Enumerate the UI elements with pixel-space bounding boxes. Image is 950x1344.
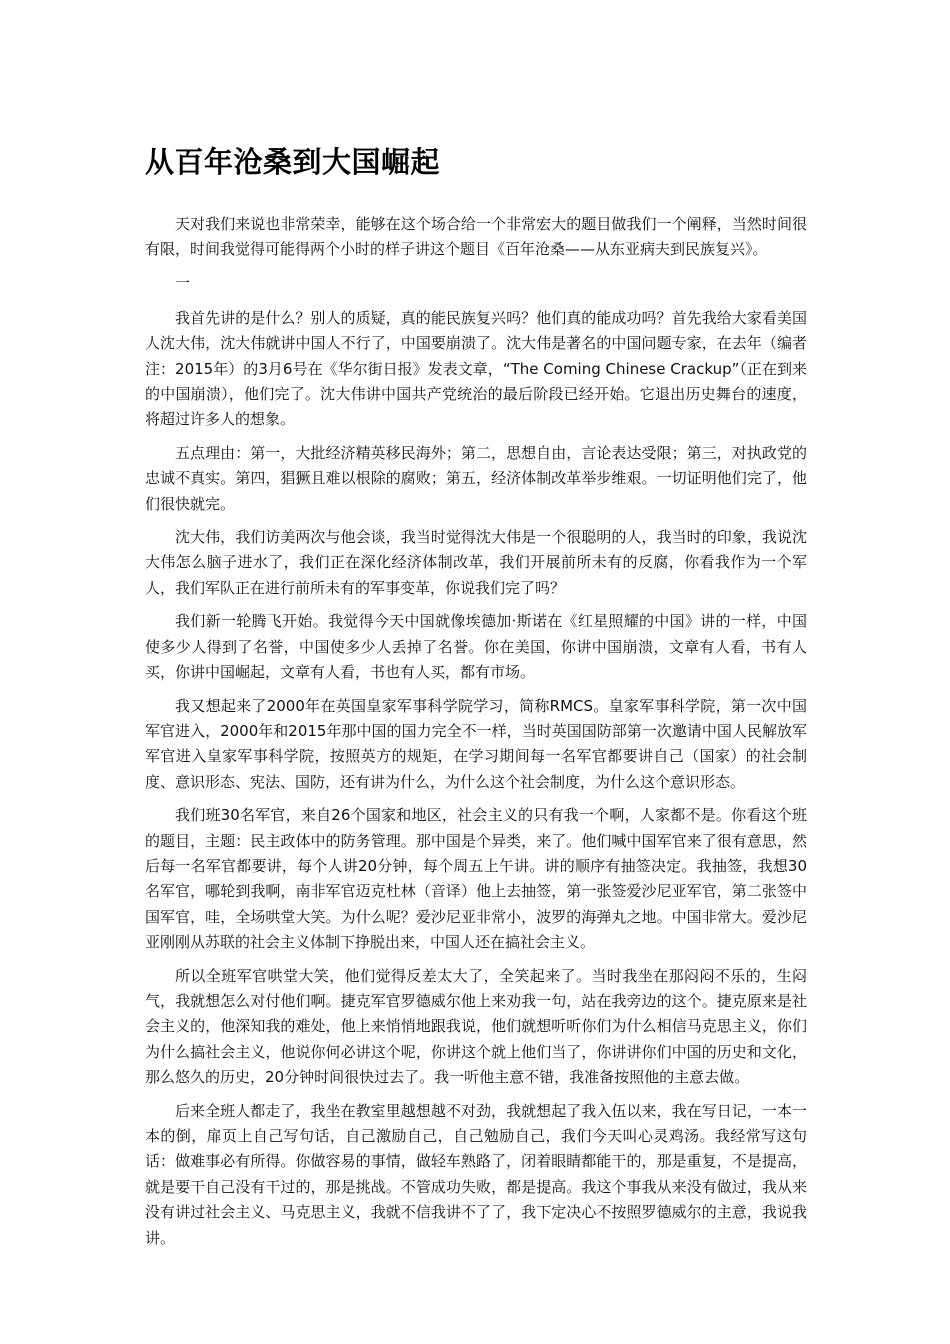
document-body bbox=[145, 212, 807, 1251]
paragraph: 沈大伟，我们访美两次与他会谈，我当时觉得沈大伟是一个很聪明的人，我当时的印象，我说沈大伟怎么脑子进水了，我们正在深化经济体制改革，我们开展前所未有的反腐，你看我作为一个军人，我们军队正在进行前所未有的军事变革，你说我们完了吗？ bbox=[145, 528, 807, 597]
paragraph: 后来全班人都走了，我坐在教室里越想越不对劲，我就想起了我入伍以来，我在写日记，一本一本的倒，扉页上自己写句话，自己激励自己，自己勉励自己，我们今天叫心灵鸡汤。我经常写这句话：做难事必有所得。你做容易的事情，做轻车熟路了，闭着眼睛都能干的，那是重复，不是提高，就是要干自己没有干过的，那是挑战。不管成功失败，都是提高。我这个事我从来没有做过，我从来没有讲过社会主义、马克思主义，我就不信我讲不了了，我下定决心不按照罗德威尔的主意，我说我讲。 bbox=[145, 1101, 807, 1247]
document-title: 从百年沧桑到大国崛起 bbox=[145, 145, 441, 179]
paragraph: 我首先讲的是什么？别人的质疑，真的能民族复兴吗？他们真的能成功吗？首先我给大家看美国人沈大伟，沈大伟就讲中国人不行了，中国要崩溃了。沈大伟是著名的中国问题专家，在去年（编者注：2015年）的3月6号在《华尔街日报》发表文章，“The Coming Chinese Crackup”（正在到来的中国崩溃），他们完了。沈大伟讲中国共产党统治的最后阶段已经开始。它退出历史舞台的速度，将超过许多人的想象。 bbox=[145, 308, 807, 429]
paragraph: 我们班30名军官，来自26个国家和地区，社会主义的只有我一个啊，人家都不是。你看这个班的题目，主题：民主政体中的防务管理。那中国是个异类，来了。他们喊中国军官来了很有意思，然后每一名军官都要讲，每个人讲20分钟，每个周五上午讲。讲的顺序有抽签决定。我抽签，我想30名军官，哪轮到我啊，南非军官迈克杜林（音译）他上去抽签，第一张签爱沙尼亚军官，第二张签中国军官，哇，全场哄堂大笑。为什么呢？爱沙尼亚非常小，波罗的海弹丸之地。中国非常大。爱沙尼亚刚刚从苏联的社会主义体制下挣脱出来，中国人还在搞社会主义。 bbox=[145, 806, 807, 952]
section-marker: 一 bbox=[175, 273, 191, 292]
paragraph: 所以全班军官哄堂大笑，他们觉得反差太大了，全笑起来了。当时我坐在那闷闷不乐的，生闷气，我就想怎么对付他们啊。捷克军官罗德威尔他上来劝我一句，站在我旁边的这个。捷克原来是社会主义的，他深知我的难处，他上来悄悄地跟我说，他们就想听听你们为什么相信马克思主义，你们为什么搞社会主义，他说你何必讲这个呢，你讲这个就上他们当了，你讲讲你们中国的历史和文化，那么悠久的历史，20分钟时间很快过去了。我一听他主意不错，我准备按照他的主意去做。 bbox=[145, 966, 807, 1087]
paragraph: 五点理由：第一，大批经济精英移民海外；第二，思想自由，言论表达受限；第三，对执政党的忠诚不真实。第四，猖獗且难以根除的腐败；第五，经济体制改革举步维艰。一切证明他们完了，他们很快就完。 bbox=[145, 443, 807, 513]
document-page bbox=[145, 140, 807, 1259]
intro-paragraph: 天对我们来说也非常荣幸，能够在这个场合给一个非常宏大的题目做我们一个阐释，当然时间很有限，时间我觉得可能得两个小时的样子讲这个题目《百年沧桑——从东亚病夫到民族复兴》。 bbox=[145, 215, 807, 259]
paragraph: 我们新一轮腾飞开始。我觉得今天中国就像埃德加·斯诺在《红星照耀的中国》讲的一样，中国使多少人得到了名誉，中国使多少人丢掉了名誉。你在美国，你讲中国崩溃，文章有人看，书有人买，你讲中国崛起，文章有人看，书也有人买，都有市场。 bbox=[145, 612, 807, 682]
paragraph: 我又想起来了2000年在英国皇家军事科学院学习，简称RMCS。皇家军事科学院，第一次中国军官进入，2000年和2015年那中国的国力完全不一样，当时英国国防部第一次邀请中国人民解放军军官进入皇家军事科学院，按照英方的规矩，在学习期间每一名军官都要讲自己（国家）的社会制度、意识形态、宪法、国防，还有讲为什么，为什么这个社会制度，为什么这个意识形态。 bbox=[145, 696, 807, 791]
